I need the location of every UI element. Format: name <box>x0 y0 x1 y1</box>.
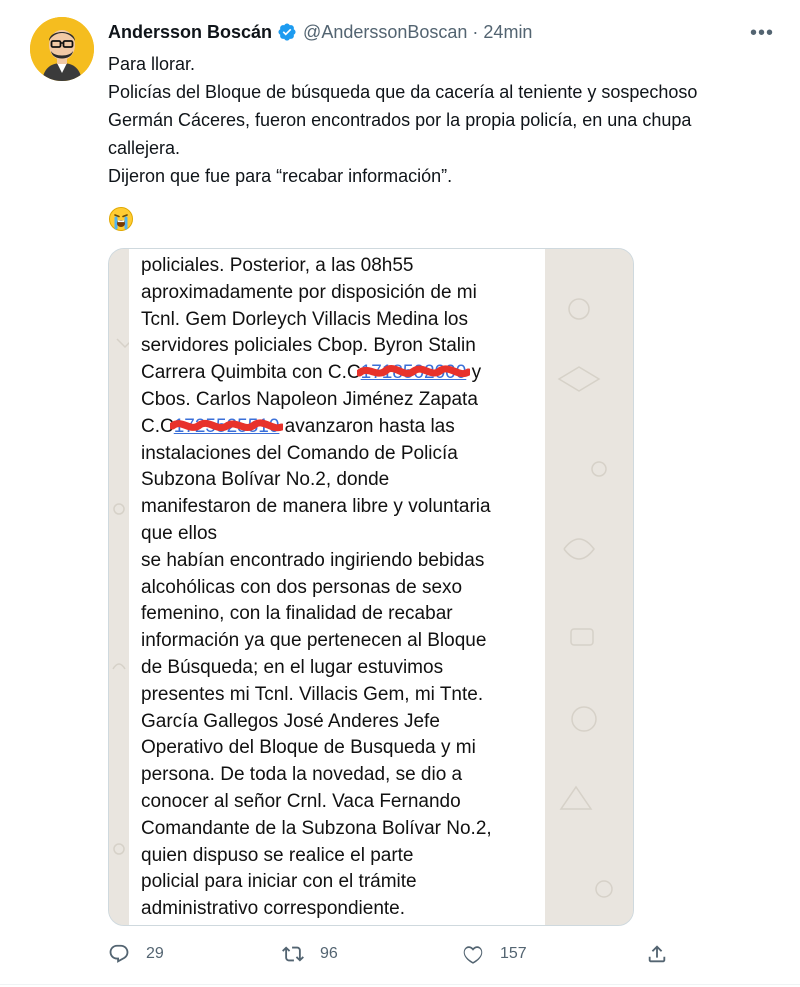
like-button[interactable] <box>462 938 527 970</box>
message-line: Subzona Bolívar No.2, donde <box>141 469 390 491</box>
redacted-id-text: 1725525510 <box>173 415 280 437</box>
message-line: femenino, con la finalidad de recabar <box>141 603 453 625</box>
tweet-text-line: Dijeron que fue para “recabar información”. <box>108 166 453 186</box>
header-separator: · <box>472 21 479 42</box>
redacted-id-number <box>361 360 467 387</box>
cartoon-man-with-glasses-icon <box>30 17 94 81</box>
tweet-header <box>108 20 532 44</box>
tweet-text-line: Para llorar. <box>108 54 196 74</box>
message-line-text: C.C <box>141 415 174 437</box>
tweet-actions <box>108 938 688 970</box>
message-line-suffix: avanzaron hasta las <box>279 415 455 437</box>
message-line: administrativo correspondiente. <box>141 898 406 920</box>
more-options-icon[interactable]: ••• <box>750 22 775 44</box>
reply-icon <box>108 943 130 965</box>
message-line: quien dispuso se realice el parte <box>141 844 414 866</box>
message-line: persona. De toda la novedad, se dio a <box>141 764 463 786</box>
share-button[interactable] <box>646 938 668 970</box>
message-line: Comandante de la Subzona Bolívar No.2, <box>141 817 492 839</box>
red-scribble-redaction-icon <box>357 362 471 384</box>
message-line: Operativo del Bloque de Busqueda y mi <box>141 737 476 759</box>
message-line: de Búsqueda; en el lugar estuvimos <box>141 656 444 678</box>
redacted-id-number <box>174 414 280 441</box>
message-line-text: Carrera Quimbita con C.C <box>141 362 361 384</box>
red-scribble-redaction-icon <box>170 417 284 435</box>
tweet-text-line: callejera. <box>108 138 181 158</box>
message-line: policial para iniciar con el trámite <box>141 871 417 893</box>
message-line-suffix: y <box>466 362 482 384</box>
message-line: instalaciones del Comando de Policía <box>141 442 458 464</box>
message-line: policiales. Posterior, a las 08h55 <box>141 255 414 276</box>
message-line: García Gallegos José Anderes Jefe <box>141 710 440 732</box>
tweet-text-line: Germán Cáceres, fueron encontrados por la propia policía, en una chupa <box>108 110 692 130</box>
bottom-divider <box>0 984 800 985</box>
author-name[interactable]: Andersson Boscán <box>108 21 273 42</box>
reply-button[interactable] <box>108 938 164 970</box>
loudly-crying-face-icon <box>108 206 134 232</box>
message-line: se habían encontrado ingiriendo bebidas <box>141 549 485 571</box>
message-line: manifestaron de manera libre y voluntaria <box>141 496 491 518</box>
retweet-count: 96 <box>320 945 338 962</box>
message-line: Cbos. Carlos Napoleon Jiménez Zapata <box>141 388 478 410</box>
like-count: 157 <box>500 945 527 962</box>
chat-message-text <box>141 253 492 923</box>
message-line: que ellos <box>141 522 218 544</box>
media-image[interactable] <box>108 248 634 926</box>
avatar[interactable] <box>30 17 94 81</box>
reply-count: 29 <box>146 945 164 962</box>
message-line: aproximadamente por disposición de mi <box>141 281 477 303</box>
retweet-button[interactable] <box>282 938 338 970</box>
message-line <box>141 360 492 387</box>
message-line: Tcnl. Gem Dorleych Villacis Medina los <box>141 308 468 330</box>
heart-icon <box>462 943 484 965</box>
tweet-timestamp[interactable]: 24min <box>483 21 533 42</box>
message-line: información ya que pertenecen al Bloque <box>141 630 487 652</box>
message-line: conocer al señor Crnl. Vaca Fernando <box>141 790 461 812</box>
share-icon <box>646 943 668 965</box>
message-line: presentes mi Tcnl. Villacis Gem, mi Tnte. <box>141 683 484 705</box>
retweet-icon <box>282 943 304 965</box>
author-handle[interactable]: @AnderssonBoscan <box>303 21 468 42</box>
tweet-text <box>108 50 778 190</box>
message-line: alcohólicas con dos personas de sexo <box>141 576 463 598</box>
redacted-id-text: 1718502000 <box>360 362 467 384</box>
message-line <box>141 414 492 441</box>
tweet-text-line: Policías del Bloque de búsqueda que da cacería al teniente y sospechoso <box>108 82 698 102</box>
message-line: servidores policiales Cbop. Byron Stalin <box>141 335 476 357</box>
verified-badge-icon <box>277 22 297 42</box>
